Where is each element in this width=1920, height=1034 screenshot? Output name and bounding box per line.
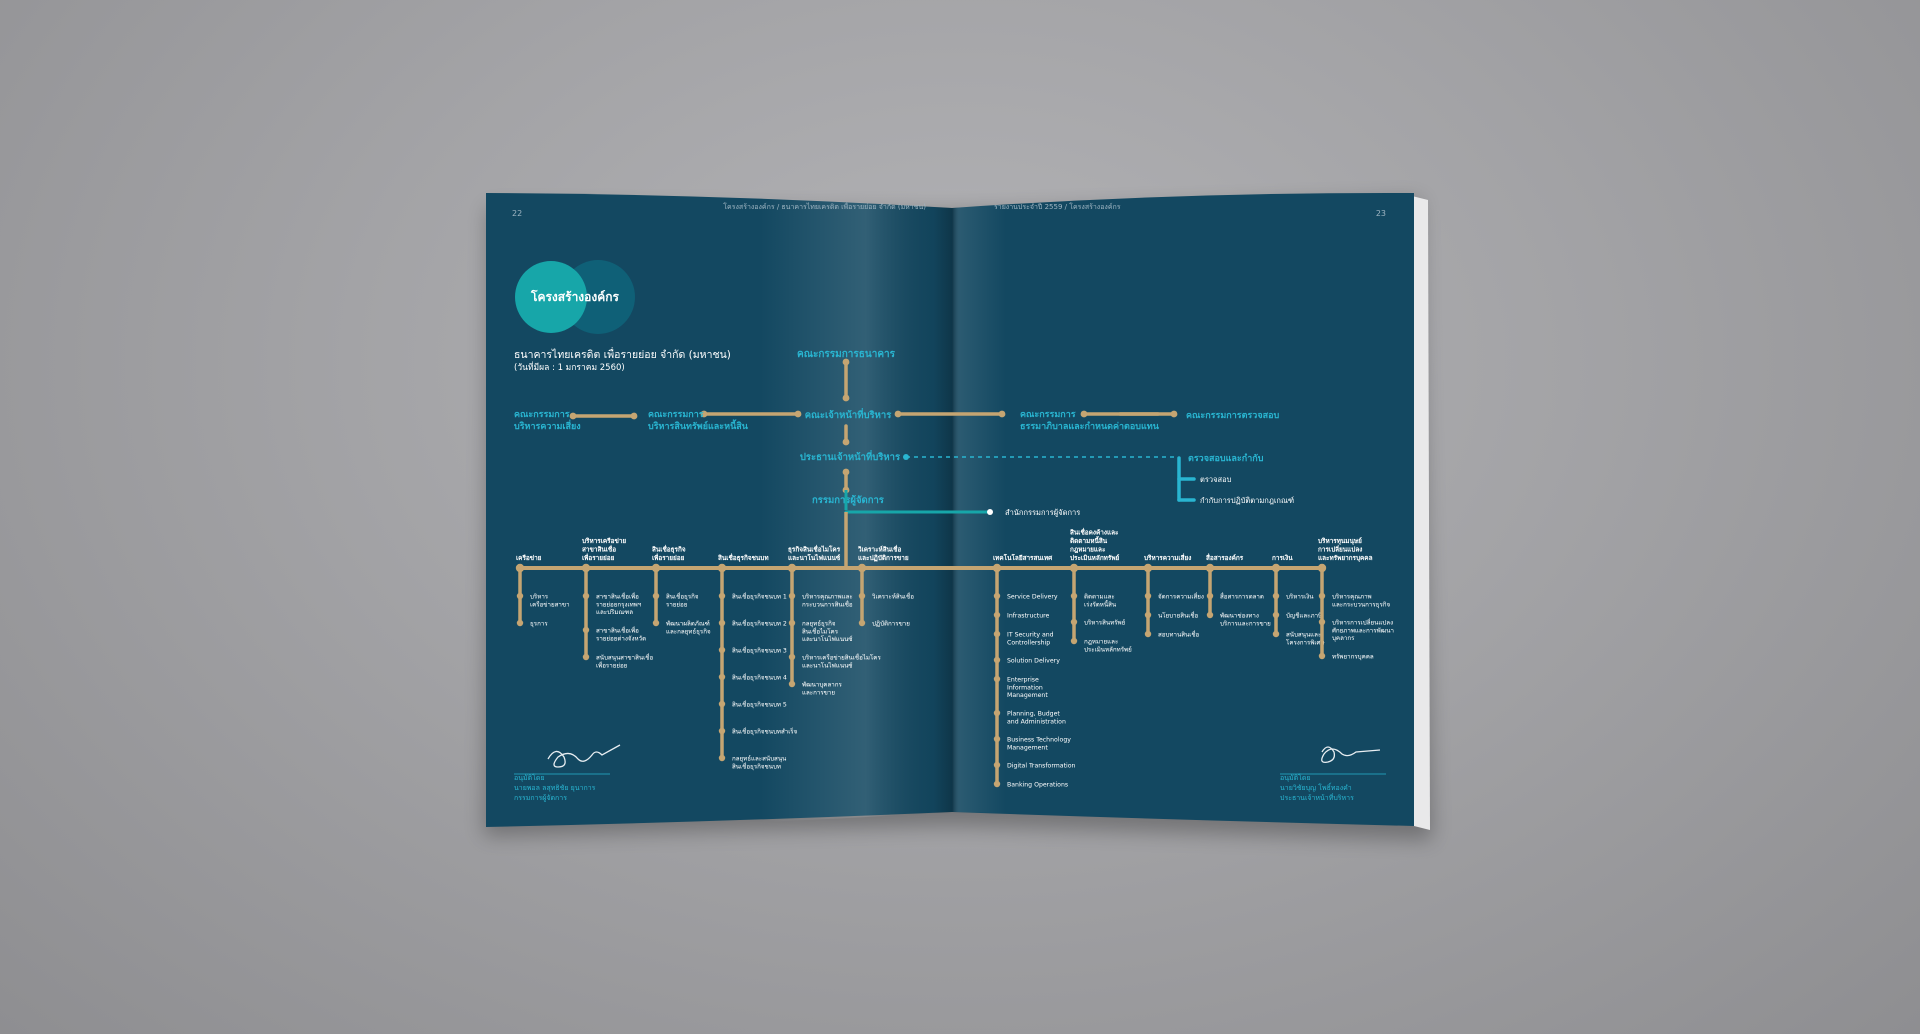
approval-left-label: อนุมัติโดย	[514, 774, 545, 782]
unit-node	[653, 593, 659, 599]
unit-label: และนาโนไฟแนนซ์	[802, 662, 853, 670]
unit-label: ทรัพยากรบุคคล	[1332, 653, 1374, 661]
department-name: ประเมินหลักทรัพย์	[1070, 554, 1120, 562]
unit-node	[994, 710, 1000, 716]
department-name: บริหารเครือข่าย	[582, 537, 627, 545]
unit-label: พัฒนาช่องทาง	[1220, 612, 1259, 620]
department-node	[652, 564, 660, 572]
unit-node	[719, 593, 725, 599]
governance-committee-line1: คณะกรรมการ	[1020, 410, 1076, 420]
unit-node	[719, 728, 725, 734]
unit-label: เพื่อรายย่อย	[596, 662, 628, 670]
unit-label: สินเชื่อธุรกิจชนบท	[732, 763, 781, 771]
unit-label: ปฏิบัติการขาย	[872, 620, 910, 628]
unit-label: Enterprise	[1007, 676, 1039, 684]
department-name: บริหารความเสี่ยง	[1144, 554, 1192, 562]
department-name: สินเชื่อธุรกิจ	[652, 545, 686, 554]
department-node	[1144, 564, 1152, 572]
department-name: การเปลี่ยนแปลง	[1318, 545, 1363, 554]
unit-label: บริหารคุณภาพ	[1332, 593, 1372, 601]
unit-node	[1145, 631, 1151, 637]
unit-label: Business Technology	[1007, 736, 1071, 744]
unit-node	[517, 620, 523, 626]
unit-node	[994, 736, 1000, 742]
page-number-right: 23	[1375, 209, 1386, 218]
ceo-label: ประธานเจ้าหน้าที่บริหาร	[799, 452, 901, 463]
asset-committee-line2: บริหารสินทรัพย์และหนี้สิน	[648, 422, 748, 432]
unit-node	[583, 593, 589, 599]
executive-committee-label: คณะเจ้าหน้าที่บริหาร	[804, 410, 892, 421]
unit-label: บริหารการเปลี่ยนแปลง	[1332, 619, 1394, 627]
unit-node	[1145, 593, 1151, 599]
audit-compliance-label: ตรวจสอบและกำกับ	[1188, 454, 1264, 464]
unit-label: Banking Operations	[1007, 781, 1069, 789]
unit-label: ศักยภาพและการพัฒนา	[1332, 627, 1394, 635]
governance-committee-line2: ธรรมาภิบาลและกำหนดค่าตอบแทน	[1020, 422, 1159, 432]
unit-label: บุคลากร	[1332, 635, 1355, 643]
effective-date: (วันที่มีผล : 1 มกราคม 2560)	[514, 363, 625, 373]
unit-label: โครงการพิเศษ	[1286, 639, 1325, 647]
unit-label: สินเชื่อธุรกิจชนบท 5	[732, 701, 787, 709]
department-name: และทรัพยากรบุคคล	[1318, 554, 1373, 562]
unit-label: ประเมินหลักทรัพย์	[1084, 646, 1132, 654]
unit-label: Infrastructure	[1007, 612, 1050, 620]
unit-node	[994, 612, 1000, 618]
department-name: วิเคราะห์สินเชื่อ	[858, 545, 902, 554]
unit-label: กระบวนการสินเชื่อ	[802, 601, 853, 609]
department-node	[1206, 564, 1214, 572]
unit-label: สาขาสินเชื่อเพื่อ	[596, 627, 639, 635]
department-name: สินเชื่อคงค้างและ	[1070, 528, 1119, 537]
unit-node	[994, 657, 1000, 663]
department-node	[718, 564, 726, 572]
md-office-dot	[987, 509, 993, 515]
department-name: และปฏิบัติการขาย	[858, 554, 909, 562]
audit-child-2: กำกับการปฏิบัติตามกฎเกณฑ์	[1200, 496, 1295, 505]
department-name: เพื่อรายย่อย	[652, 554, 685, 562]
department-name: บริหารทุนมนุษย์	[1318, 537, 1362, 545]
unit-label: นโยบายสินเชื่อ	[1158, 612, 1199, 620]
unit-label: Planning, Budget	[1007, 710, 1060, 718]
section-badge-label: โครงสร้างองค์กร	[531, 290, 619, 304]
unit-label: รายย่อย	[666, 601, 688, 609]
unit-label: Digital Transformation	[1007, 762, 1076, 770]
unit-label: สินเชื่อไมโคร	[802, 628, 839, 636]
unit-node	[719, 701, 725, 707]
unit-node	[719, 620, 725, 626]
unit-label: Information	[1007, 684, 1043, 692]
unit-label: สินเชื่อธุรกิจชนบทสำเร็จ	[732, 728, 798, 736]
unit-label: บริหาร	[530, 593, 549, 601]
department-name: การเงิน	[1272, 554, 1293, 562]
asset-committee-line1: คณะกรรมการ	[648, 410, 704, 420]
unit-node	[1319, 593, 1325, 599]
unit-node	[1071, 619, 1077, 625]
unit-label: สินเชื่อธุรกิจชนบท 3	[732, 647, 787, 655]
unit-label: และนาโนไฟแนนซ์	[802, 636, 853, 644]
unit-label: สื่อสารการตลาด	[1220, 593, 1264, 601]
unit-label: สอบทานสินเชื่อ	[1158, 631, 1200, 639]
unit-label: วิเคราะห์สินเชื่อ	[872, 593, 914, 601]
unit-label: บริหารเงิน	[1286, 593, 1314, 601]
unit-label: และการขาย	[802, 689, 835, 697]
department-name: ธุรกิจสินเชื่อไมโคร	[788, 545, 841, 554]
unit-label: ติดตามและ	[1084, 593, 1115, 601]
unit-node	[789, 593, 795, 599]
running-head-right: รายงานประจำปี 2559 / โครงสร้างองค์กร	[994, 203, 1121, 211]
department-node	[1318, 564, 1326, 572]
department-name: เครือข่าย	[516, 554, 542, 562]
unit-label: เร่งรัดหนี้สิน	[1084, 601, 1117, 609]
unit-label: รายย่อยต่างจังหวัด	[596, 635, 647, 643]
unit-label: บริหารคุณภาพและ	[802, 593, 853, 601]
risk-committee-line1: คณะกรรมการ	[514, 410, 570, 420]
unit-label: Solution Delivery	[1007, 657, 1060, 665]
unit-node	[1071, 638, 1077, 644]
md-label: กรรมการผู้จัดการ	[812, 495, 884, 506]
unit-label: และกระบวนการธุรกิจ	[1332, 601, 1391, 609]
department-name: ติดตามหนี้สิน	[1070, 537, 1108, 545]
audit-committee-label: คณะกรรมการตรวจสอบ	[1186, 411, 1280, 421]
unit-label: กลยุทธ์และสนับสนุน	[732, 755, 787, 763]
unit-node	[994, 631, 1000, 637]
department-node	[582, 564, 590, 572]
department-node	[1070, 564, 1078, 572]
unit-node	[994, 762, 1000, 768]
unit-label: สนับสนุนและ	[1286, 631, 1322, 639]
org-name: ธนาคารไทยเครดิต เพื่อรายย่อย จำกัด (มหาชน)	[514, 349, 731, 361]
approval-right-title: ประธานเจ้าหน้าที่บริหาร	[1280, 794, 1354, 802]
department-node	[993, 564, 1001, 572]
approval-right-label: อนุมัติโดย	[1280, 774, 1311, 782]
running-head-left: โครงสร้างองค์กร / ธนาคารไทยเครดิต เพื่อรายย่อย จำกัด (มหาชน)	[723, 203, 926, 211]
unit-label: สาขาสินเชื่อเพื่อ	[596, 593, 639, 601]
md-office-label: สำนักกรรมการผู้จัดการ	[1005, 508, 1081, 517]
unit-label: พัฒนาบุคลากร	[802, 681, 842, 689]
approval-right-name: นายวิชัยบุญ โพธิ์ทองคำ	[1280, 784, 1352, 792]
department-node	[858, 564, 866, 572]
page-number-left: 22	[512, 209, 523, 218]
unit-node	[583, 627, 589, 633]
unit-label: จัดการความเสี่ยง	[1158, 593, 1204, 601]
unit-label: กลยุทธ์ธุรกิจ	[802, 620, 836, 628]
unit-node	[859, 593, 865, 599]
unit-label: สินเชื่อธุรกิจ	[666, 593, 699, 601]
unit-label: บริหารเครือข่ายสินเชื่อไมโคร	[802, 654, 881, 662]
unit-label: กฎหมายและ	[1084, 638, 1119, 646]
unit-node	[719, 755, 725, 761]
unit-label: และกลยุทธ์ธุรกิจ	[666, 628, 711, 636]
unit-node	[859, 620, 865, 626]
unit-node	[1319, 653, 1325, 659]
department-name: สาขาสินเชื่อ	[582, 545, 617, 554]
department-node	[788, 564, 796, 572]
unit-label: Management	[1007, 692, 1048, 700]
approval-left-title: กรรมการผู้จัดการ	[514, 794, 567, 802]
unit-node	[994, 676, 1000, 682]
unit-node	[1319, 619, 1325, 625]
unit-node	[1273, 631, 1279, 637]
unit-node	[789, 620, 795, 626]
unit-node	[1145, 612, 1151, 618]
unit-label: and Administration	[1007, 718, 1066, 726]
approval-left-name: นายพอล ลสุทธิชัย ยุนาการ	[514, 784, 596, 792]
unit-label: Management	[1007, 744, 1048, 752]
department-node	[1272, 564, 1280, 572]
unit-node	[994, 781, 1000, 787]
unit-node	[1207, 593, 1213, 599]
department-name: เทคโนโลยีสารสนเทศ	[993, 554, 1053, 562]
unit-node	[719, 647, 725, 653]
unit-node	[1273, 612, 1279, 618]
unit-label: สินเชื่อธุรกิจชนบท 2	[732, 620, 787, 628]
unit-node	[1273, 593, 1279, 599]
unit-label: สนับสนุนสาขาสินเชื่อ	[596, 654, 654, 662]
department-name: กฎหมายและ	[1070, 545, 1106, 554]
unit-node	[1071, 593, 1077, 599]
unit-label: สินเชื่อธุรกิจชนบท 1	[732, 593, 787, 601]
audit-child-1: ตรวจสอบ	[1200, 475, 1232, 484]
risk-committee-line2: บริหารความเสี่ยง	[514, 422, 581, 432]
unit-label: บัญชีและภาษี	[1286, 612, 1323, 620]
unit-label: บริหารสินทรัพย์	[1084, 619, 1126, 627]
department-name: สินเชื่อธุรกิจชนบท	[718, 554, 769, 562]
unit-node	[653, 620, 659, 626]
unit-label: Service Delivery	[1007, 593, 1058, 601]
unit-label: รายย่อยกรุงเทพฯ	[596, 601, 642, 609]
unit-node	[789, 654, 795, 660]
department-name: และนาโนไฟแนนซ์	[788, 554, 841, 562]
unit-node	[994, 593, 1000, 599]
unit-node	[1207, 612, 1213, 618]
unit-node	[583, 654, 589, 660]
unit-label: ธุรการ	[530, 620, 548, 628]
unit-node	[517, 593, 523, 599]
unit-label: IT Security and	[1007, 631, 1054, 639]
unit-node	[719, 674, 725, 680]
department-name: เพื่อรายย่อย	[582, 554, 615, 562]
unit-label: และปริมณฑล	[596, 609, 634, 617]
ceo-link-dot	[903, 454, 909, 460]
unit-label: บริการและการขาย	[1220, 620, 1271, 628]
page-edges	[1412, 196, 1430, 830]
board-label: คณะกรรมการธนาคาร	[797, 349, 895, 360]
unit-label: สินเชื่อธุรกิจชนบท 4	[732, 674, 787, 682]
unit-label: พัฒนาผลิตภัณฑ์	[666, 620, 710, 628]
unit-label: Controllership	[1007, 639, 1051, 647]
unit-node	[789, 681, 795, 687]
department-node	[516, 564, 524, 572]
department-name: สื่อสารองค์กร	[1206, 554, 1244, 562]
unit-label: เครือข่ายสาขา	[530, 601, 570, 609]
